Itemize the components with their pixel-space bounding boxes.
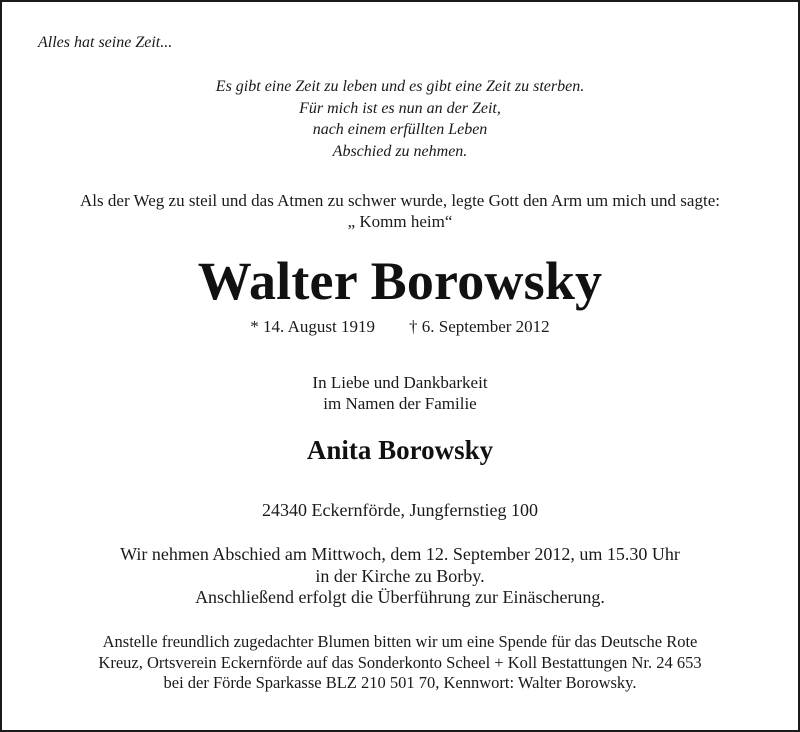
poem-line: Abschied zu nehmen. bbox=[332, 142, 468, 160]
donation-line: bei der Förde Sparkasse BLZ 210 501 70, Kennwort: Walter Borowsky. bbox=[163, 673, 637, 692]
thanks-line: In Liebe und Dankbarkeit bbox=[312, 373, 488, 392]
poem bbox=[2, 76, 798, 162]
thanks-text bbox=[2, 372, 798, 414]
motto: Alles hat seine Zeit... bbox=[38, 34, 173, 51]
donation-line: Anstelle freundlich zugedachter Blumen bitten wir um eine Spende für das Deutsche Rote bbox=[102, 632, 698, 651]
quote-line: „ Komm heim“ bbox=[347, 212, 453, 231]
poem-line: nach einem erfüllten Leben bbox=[312, 121, 488, 138]
thanks-line: im Namen der Familie bbox=[323, 394, 477, 413]
service-line: in der Kirche zu Borby. bbox=[315, 565, 485, 586]
farewell-quote bbox=[2, 190, 798, 232]
deceased-name: Walter Borowsky bbox=[197, 251, 603, 311]
service-line: Anschließend erfolgt die Überführung zur Einäscherung. bbox=[195, 587, 605, 607]
service-details bbox=[2, 544, 798, 609]
poem-line: Es gibt eine Zeit zu leben und es gibt eine Zeit zu sterben. bbox=[215, 78, 585, 95]
quote-line: Als der Weg zu steil und das Atmen zu schwer wurde, legte Gott den Arm um mich und sagte: bbox=[80, 191, 720, 210]
life-dates bbox=[2, 316, 798, 338]
donation-request bbox=[2, 632, 798, 694]
donation-line: Kreuz, Ortsverein Eckernförde auf das Sonderkonto Scheel + Koll Bestattungen Nr. 24 653 bbox=[98, 652, 702, 672]
service-line: Wir nehmen Abschied am Mittwoch, dem 12. September 2012, um 15.30 Uhr bbox=[120, 544, 680, 564]
poem-line: Für mich ist es nun an der Zeit, bbox=[299, 99, 501, 117]
death-date: † 6. September 2012 bbox=[408, 317, 550, 336]
signer-name: Anita Borowsky bbox=[306, 435, 494, 465]
birth-date: * 14. August 1919 bbox=[250, 317, 375, 336]
address: 24340 Eckernförde, Jungfernstieg 100 bbox=[262, 500, 538, 520]
